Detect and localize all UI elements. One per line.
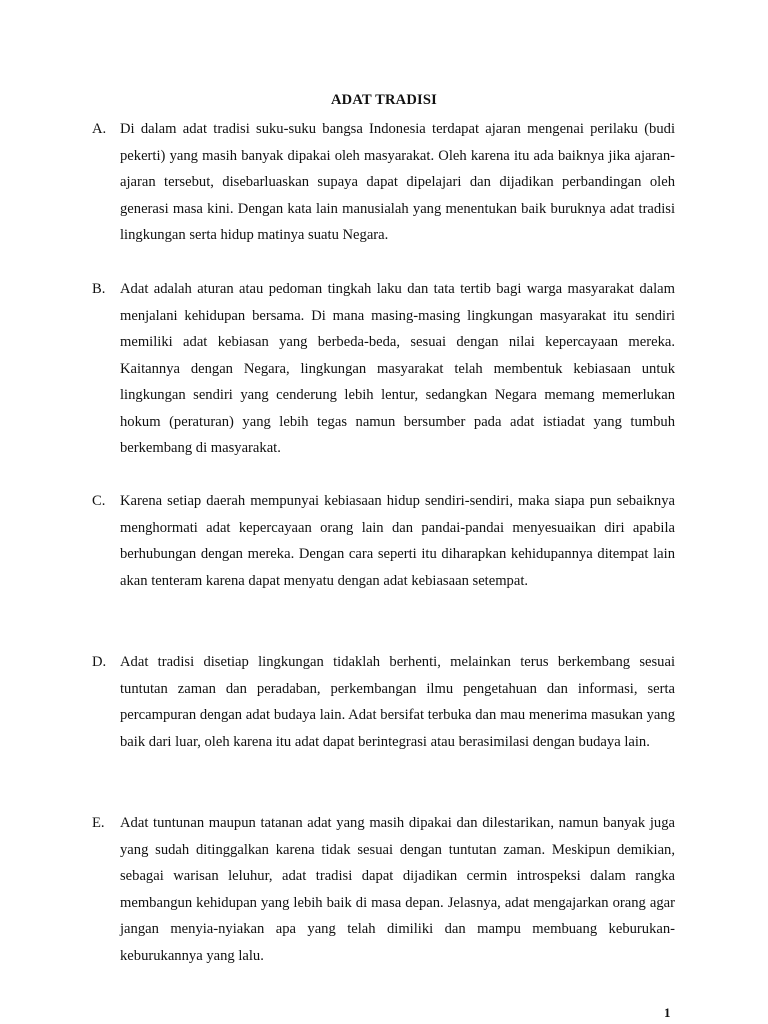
list-marker-a: A. [92, 121, 107, 137]
paragraph-d: Adat tradisi disetiap lingkungan tidaklah berhenti, melainkan terus berkembang sesuai tuntutan zaman dan peradaban, perkembangan ilmu pengetahuan dan informasi, serta percampuran dengan adat budaya lain. Adat bersifat terbuka dan mau menerima masukan yang baik dari luar, oleh karena itu adat dapat berintegrasi atau berasimilasi dengan budaya lain. [120, 654, 675, 750]
document-title: ADAT TRADISI [331, 92, 437, 108]
list-marker-b: B. [92, 281, 106, 297]
list-item-c [92, 488, 675, 594]
list-marker-e: E. [92, 815, 105, 831]
list-marker-d: D. [92, 654, 107, 670]
list-item-a [92, 116, 675, 249]
paragraph-e: Adat tuntunan maupun tatanan adat yang masih dipakai dan dilestarikan, namun banyak juga yang sudah ditinggalkan karena tidak sesuai dengan tuntutan zaman. Meskipun demikian, sebagai warisan leluhur, adat tradisi dapat dijadikan cermin introspeksi dalam rangka membangun kehidupan yang lebih baik di masa depan. Jelasnya, adat mengajarkan orang agar jangan menyia-nyiakan apa yang telah dimiliki dan mampu membuang keburukan-keburukannya yang lalu. [120, 815, 675, 964]
paragraph-a: Di dalam adat tradisi suku-suku bangsa Indonesia terdapat ajaran mengenai perilaku (budi pekerti) yang masih banyak dipakai oleh masyarakat. Oleh karena itu ada baiknya jika ajaran-ajaran tersebut, disebarluaskan supaya dapat dipelajari dan dijadikan perbandingan oleh generasi masa kini. Dengan kata lain manusialah yang menentukan baik buruknya adat tradisi lingkungan serta hidup matinya suatu Negara. [120, 121, 675, 243]
list-item-b [92, 276, 675, 462]
list-item-d [92, 649, 675, 755]
page-number: 1 [664, 1005, 671, 1020]
list-marker-c: C. [92, 493, 106, 509]
paragraph-c: Karena setiap daerah mempunyai kebiasaan hidup sendiri-sendiri, maka siapa pun sebaiknya menghormati adat kepercayaan orang lain dan pandai-pandai menyesuaikan diri apabila berhubungan dengan mereka. Dengan cara seperti itu diharapkan kehidupannya ditempat lain akan tenteram karena dapat menyatu dengan adat kebiasaan setempat. [120, 493, 675, 589]
paragraph-b: Adat adalah aturan atau pedoman tingkah laku dan tata tertib bagi warga masyarakat dalam menjalani kehidupan bersama. Di mana masing-masing lingkungan masyarakat itu sendiri memiliki adat kebiasan yang berbeda-beda, sesuai dengan nilai kepercayaan mereka. Kaitannya dengan Negara, lingkungan masyarakat telah membentuk kebiasaan untuk lingkungan sendiri yang cenderung lebih lentur, sedangkan Negara memang memerlukan hokum (peraturan) yang lebih tegas namun bersumber pada adat istiadat yang tumbuh berkembang di masyarakat. [120, 281, 675, 456]
list-item-e [92, 810, 675, 969]
